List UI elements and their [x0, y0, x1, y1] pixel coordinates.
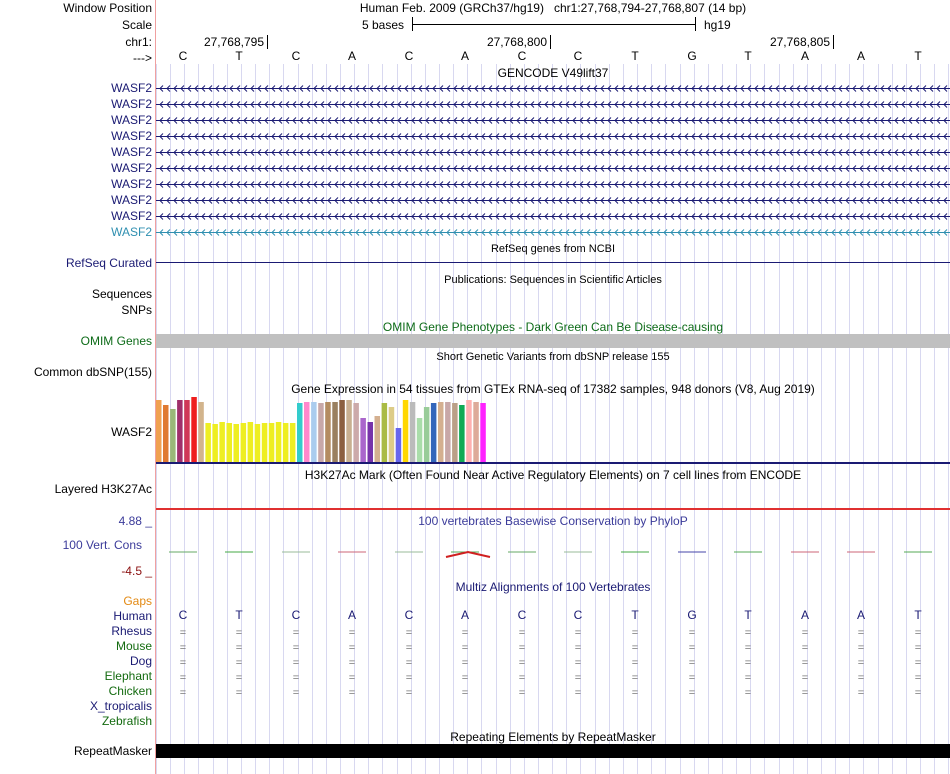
- base-letter: A: [460, 49, 469, 63]
- strand-label: --->: [133, 51, 152, 65]
- alignment-match-mark: =: [857, 687, 865, 699]
- gtex-tissue-bar[interactable]: [466, 400, 472, 462]
- refseq-label[interactable]: RefSeq Curated: [65, 256, 152, 270]
- alignment-match-mark: =: [688, 657, 696, 669]
- alignment-base: C: [404, 608, 414, 622]
- base-letter: T: [631, 49, 639, 63]
- alignment-match-mark: =: [179, 627, 187, 639]
- alignment-match-mark: =: [292, 672, 300, 684]
- alignment-match-mark: =: [914, 657, 922, 669]
- alignment-match-mark: =: [179, 672, 187, 684]
- alignment-match-mark: =: [744, 687, 752, 699]
- gencode-label[interactable]: WASF2: [111, 145, 152, 159]
- alignment-match-mark: =: [518, 657, 526, 669]
- alignment-base: T: [235, 608, 243, 622]
- alignment-match-mark: =: [631, 627, 639, 639]
- conservation-min-label: -4.5 _: [121, 564, 152, 578]
- alignment-match-mark: =: [744, 657, 752, 669]
- gtex-tissue-bar[interactable]: [163, 405, 169, 462]
- gencode-label[interactable]: WASF2: [111, 97, 152, 111]
- species-label-elephant[interactable]: Elephant: [104, 669, 152, 683]
- alignment-base: A: [800, 608, 809, 622]
- gencode-transcript[interactable]: [156, 230, 950, 236]
- gtex-tissue-bar[interactable]: [403, 400, 409, 462]
- gtex-tissue-bar[interactable]: [248, 422, 254, 462]
- gtex-tissue-bar[interactable]: [424, 407, 430, 462]
- gencode-transcript[interactable]: [156, 150, 950, 156]
- chrom-label: chr1:: [125, 35, 152, 49]
- alignment-match-mark: =: [574, 657, 582, 669]
- gtex-tissue-bar[interactable]: [480, 403, 486, 462]
- gencode-transcript[interactable]: [156, 102, 950, 108]
- gencode-transcript[interactable]: [156, 118, 950, 124]
- alignment-match-mark: =: [518, 687, 526, 699]
- alignment-match-mark: =: [235, 642, 243, 654]
- gtex-tissue-bar[interactable]: [276, 422, 282, 462]
- dbsnp-track-title: Short Genetic Variants from dbSNP release 155: [436, 351, 670, 363]
- alignment-match-mark: =: [235, 657, 243, 669]
- alignment-match-mark: =: [801, 672, 809, 684]
- alignment-base: C: [291, 608, 301, 622]
- alignment-match-mark: =: [405, 687, 413, 699]
- species-label-mouse[interactable]: Mouse: [115, 639, 152, 653]
- alignment-match-mark: =: [801, 642, 809, 654]
- gtex-tissue-bar[interactable]: [360, 418, 366, 462]
- gtex-tissue-bar[interactable]: [438, 402, 444, 462]
- gtex-tissue-bar[interactable]: [410, 402, 416, 462]
- omim-label[interactable]: OMIM Genes: [80, 334, 152, 348]
- alignment-match-mark: =: [688, 672, 696, 684]
- gtex-tissue-bar[interactable]: [212, 424, 218, 462]
- alignment-match-mark: =: [461, 642, 469, 654]
- alignment-match-mark: =: [405, 627, 413, 639]
- alignment-match-mark: =: [518, 627, 526, 639]
- alignment-match-mark: =: [235, 627, 243, 639]
- alignment-match-mark: =: [801, 687, 809, 699]
- gtex-track-title: Gene Expression in 54 tissues from GTEx RNA-seq of 17382 samples, 948 donors (V8, Aug 2019): [291, 382, 815, 396]
- alignment-base: A: [347, 608, 356, 622]
- assembly-name: hg19: [704, 18, 731, 32]
- gtex-tissue-bar[interactable]: [170, 409, 176, 462]
- alignment-match-mark: =: [348, 642, 356, 654]
- gencode-transcript[interactable]: [156, 166, 950, 172]
- gencode-label[interactable]: WASF2: [111, 193, 152, 207]
- alignment-base: C: [517, 608, 527, 622]
- gencode-transcript[interactable]: [156, 134, 950, 140]
- gencode-transcript[interactable]: [156, 182, 950, 188]
- alignment-match-mark: =: [574, 687, 582, 699]
- alignment-match-mark: =: [461, 627, 469, 639]
- coordinate-tick-3: 27,768,805: [770, 35, 834, 49]
- alignment-match-mark: =: [914, 642, 922, 654]
- alignment-match-mark: =: [744, 642, 752, 654]
- coordinate-tick-1: 27,768,795: [204, 35, 268, 49]
- base-letter: C: [178, 49, 188, 63]
- gtex-tissue-bar[interactable]: [318, 403, 324, 462]
- gtex-tissue-bar[interactable]: [304, 402, 310, 462]
- gtex-tissue-bar[interactable]: [346, 400, 352, 462]
- base-letter: T: [914, 49, 922, 63]
- gtex-tissue-bar[interactable]: [184, 400, 190, 462]
- gtex-tissue-bar[interactable]: [459, 405, 465, 462]
- alignment-match-mark: =: [461, 687, 469, 699]
- species-label-rhesus[interactable]: Rhesus: [111, 624, 152, 638]
- alignment-match-mark: =: [348, 687, 356, 699]
- h3k27ac-label[interactable]: Layered H3K27Ac: [54, 482, 152, 496]
- alignment-base: C: [573, 608, 583, 622]
- alignment-match-mark: =: [235, 672, 243, 684]
- conservation-peak: [446, 552, 490, 557]
- gencode-label[interactable]: WASF2: [111, 81, 152, 95]
- gtex-tissue-bar[interactable]: [219, 422, 225, 462]
- gtex-tissue-bar[interactable]: [311, 402, 317, 462]
- gtex-tissue-bar[interactable]: [431, 403, 437, 462]
- gencode-label[interactable]: WASF2: [111, 129, 152, 143]
- alignment-match-mark: =: [857, 642, 865, 654]
- gtex-tissue-bar[interactable]: [325, 402, 331, 462]
- gtex-tissue-bar[interactable]: [283, 423, 289, 462]
- alignment-match-mark: =: [631, 657, 639, 669]
- gencode-transcript[interactable]: [156, 86, 950, 92]
- gencode-transcripts[interactable]: [156, 80, 950, 240]
- base-letter: A: [800, 49, 809, 63]
- alignment-base: A: [856, 608, 865, 622]
- base-letter: T: [744, 49, 752, 63]
- alignment-match-mark: =: [574, 672, 582, 684]
- gtex-tissue-bar[interactable]: [452, 403, 458, 462]
- multiz-track-title: Multiz Alignments of 100 Vertebrates: [455, 580, 651, 594]
- scale-label: Scale: [121, 18, 152, 32]
- alignment-match-mark: =: [688, 642, 696, 654]
- conservation-label[interactable]: 100 Vert. Cons: [62, 538, 142, 552]
- gtex-expression-chart[interactable]: [156, 396, 950, 466]
- gtex-tissue-bar[interactable]: [297, 403, 303, 462]
- gtex-tissue-bar[interactable]: [156, 400, 162, 462]
- alignment-match-mark: =: [631, 672, 639, 684]
- publications-label[interactable]: Sequences: [91, 287, 152, 301]
- gencode-transcript[interactable]: [156, 198, 950, 204]
- alignment-match-mark: =: [914, 687, 922, 699]
- gtex-tissue-bar[interactable]: [198, 402, 204, 462]
- conservation-max-label: 4.88 _: [118, 514, 152, 528]
- gtex-tissue-bar[interactable]: [290, 423, 296, 462]
- gtex-tissue-bar[interactable]: [177, 400, 183, 462]
- species-label-x-tropicalis[interactable]: X_tropicalis: [89, 699, 152, 713]
- alignment-match-mark: =: [348, 627, 356, 639]
- gtex-tissue-bar[interactable]: [417, 418, 423, 462]
- alignment-match-mark: =: [631, 687, 639, 699]
- gencode-transcript[interactable]: [156, 214, 950, 220]
- alignment-base: T: [744, 608, 752, 622]
- alignment-match-mark: =: [292, 642, 300, 654]
- alignment-match-mark: =: [179, 687, 187, 699]
- alignment-match-mark: =: [405, 657, 413, 669]
- alignment-match-mark: =: [292, 657, 300, 669]
- gtex-tissue-bar[interactable]: [396, 428, 402, 462]
- species-label-dog[interactable]: Dog: [129, 654, 152, 668]
- alignment-match-mark: =: [179, 657, 187, 669]
- gencode-track-title: GENCODE V49lift37: [497, 66, 609, 80]
- gtex-tissue-bar[interactable]: [205, 423, 211, 462]
- alignment-base: T: [631, 608, 639, 622]
- base-letter: C: [517, 49, 527, 63]
- gencode-label[interactable]: WASF2: [111, 177, 152, 191]
- gtex-tissue-bar[interactable]: [353, 403, 359, 462]
- dbsnp-label[interactable]: Common dbSNP(155): [33, 365, 152, 379]
- alignment-match-mark: =: [857, 627, 865, 639]
- base-letter: C: [404, 49, 414, 63]
- repeatmasker-label[interactable]: RepeatMasker: [73, 744, 152, 758]
- gaps-label[interactable]: Gaps: [123, 594, 152, 608]
- h3k27ac-signal-line[interactable]: [156, 508, 950, 510]
- gtex-tissue-bar[interactable]: [269, 423, 275, 462]
- conservation-wiggle[interactable]: [156, 540, 950, 564]
- base-letter: A: [856, 49, 865, 63]
- alignment-match-mark: =: [914, 627, 922, 639]
- gencode-label[interactable]: WASF2: [111, 209, 152, 223]
- alignment-match-mark: =: [235, 687, 243, 699]
- species-label-human[interactable]: Human: [113, 609, 152, 623]
- conservation-track-title: 100 vertebrates Basewise Conservation by PhyloP: [418, 514, 688, 528]
- gtex-tissue-bar[interactable]: [241, 423, 247, 462]
- alignment-match-mark: =: [461, 657, 469, 669]
- coordinate-tick-2: 27,768,800: [487, 35, 551, 49]
- base-letter: C: [573, 49, 583, 63]
- gtex-tissue-bar[interactable]: [382, 403, 388, 462]
- alignment-match-mark: =: [574, 627, 582, 639]
- gtex-tissue-bar[interactable]: [473, 402, 479, 462]
- base-letter: T: [235, 49, 243, 63]
- scale-bar: [412, 17, 696, 31]
- alignment-base: C: [178, 608, 188, 622]
- base-letter: A: [347, 49, 356, 63]
- gtex-tissue-bar[interactable]: [262, 423, 268, 462]
- alignment-match-mark: =: [914, 672, 922, 684]
- species-label-chicken[interactable]: Chicken: [108, 684, 152, 698]
- gencode-label[interactable]: WASF2: [111, 161, 152, 175]
- alignment-match-mark: =: [405, 642, 413, 654]
- alignment-match-mark: =: [688, 687, 696, 699]
- species-label-zebrafish[interactable]: Zebrafish: [101, 714, 152, 728]
- omim-track-title: OMIM Gene Phenotypes - Dark Green Can Be Disease-causing: [382, 320, 724, 334]
- repeatmasker-track-title: Repeating Elements by RepeatMasker: [450, 730, 656, 744]
- gtex-tissue-bar[interactable]: [332, 402, 338, 462]
- gtex-tissue-bar[interactable]: [191, 397, 197, 462]
- alignment-match-mark: =: [292, 687, 300, 699]
- alignment-match-mark: =: [801, 627, 809, 639]
- alignment-match-mark: =: [461, 672, 469, 684]
- alignment-match-mark: =: [857, 657, 865, 669]
- alignment-match-mark: =: [179, 642, 187, 654]
- alignment-match-mark: =: [518, 642, 526, 654]
- alignment-match-mark: =: [574, 642, 582, 654]
- alignment-match-mark: =: [688, 627, 696, 639]
- gtex-tissue-bar[interactable]: [255, 424, 261, 462]
- publications-track-title: Publications: Sequences in Scientific Articles: [444, 274, 662, 286]
- alignment-match-mark: =: [744, 627, 752, 639]
- base-letter: C: [291, 49, 301, 63]
- gtex-label[interactable]: WASF2: [111, 425, 152, 439]
- gtex-tissue-bar[interactable]: [227, 423, 233, 462]
- alignment-match-mark: =: [518, 672, 526, 684]
- gtex-tissue-bar[interactable]: [389, 407, 395, 462]
- alignment-match-mark: =: [348, 657, 356, 669]
- scale-value: 5 bases: [362, 18, 405, 32]
- gtex-tissue-bar[interactable]: [445, 402, 451, 462]
- gencode-label[interactable]: WASF2: [111, 113, 152, 127]
- base-letter: G: [687, 49, 697, 63]
- window-position-label: Window Position: [63, 1, 152, 15]
- alignment-match-mark: =: [857, 672, 865, 684]
- gencode-label-selected[interactable]: WASF2: [111, 225, 152, 239]
- alignment-match-mark: =: [801, 657, 809, 669]
- gtex-tissue-bar[interactable]: [375, 416, 381, 462]
- refseq-track-title: RefSeq genes from NCBI: [490, 243, 616, 255]
- snps-label[interactable]: SNPs: [121, 303, 152, 317]
- alignment-match-mark: =: [405, 672, 413, 684]
- window-position-text: Human Feb. 2009 (GRCh37/hg19) chr1:27,768,794-27,768,807 (14 bp): [359, 1, 747, 15]
- alignment-match-mark: =: [631, 642, 639, 654]
- alignment-base: A: [460, 608, 469, 622]
- omim-gene-bar[interactable]: [156, 334, 950, 348]
- gtex-tissue-bar[interactable]: [234, 424, 240, 462]
- alignment-match-mark: =: [292, 627, 300, 639]
- alignment-match-mark: =: [348, 672, 356, 684]
- repeatmasker-element-bar[interactable]: [156, 744, 950, 758]
- gtex-tissue-bar[interactable]: [339, 400, 345, 462]
- alignment-base: G: [687, 608, 697, 622]
- alignment-base: T: [914, 608, 922, 622]
- h3k27ac-track-title: H3K27Ac Mark (Often Found Near Active Regulatory Elements) on 7 cell lines from ENCODE: [304, 468, 802, 482]
- refseq-gene-line[interactable]: [156, 262, 950, 263]
- gtex-tissue-bar[interactable]: [368, 422, 374, 462]
- alignment-match-mark: =: [744, 672, 752, 684]
